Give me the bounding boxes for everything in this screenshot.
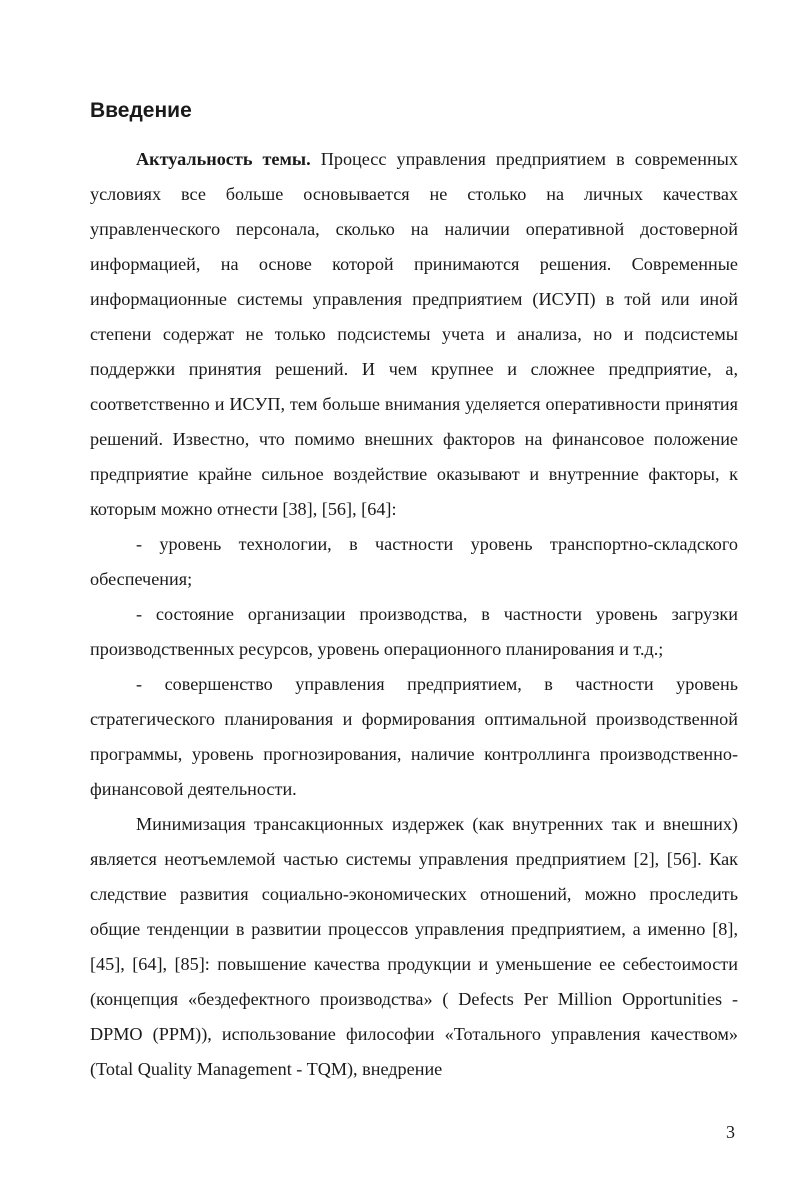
page-number: 3 [726,1122,735,1142]
paragraph-transaction-costs: Минимизация трансакционных издержек (как внутренних так и внешних) является неотъемлемой частью системы управления предприятием [2], [56]. Как следствие развития социально-экономических отношений, можно проследить общие тенденции в развитии процессов управления предприятием, а именно [8], [45], [64], [85]: повышение качества продукции и уменьшение ее себестоимости (концепция «бездефектного производства» ( Defects Per Million Opportunities -DPMO (PPM)), использование философии «Тотального управления качеством» (Total Quality Management - TQM), внедрение [90,814,738,1079]
list-item-technology: - уровень технологии, в частности уровень транспортно-складского обеспечения; [90,534,738,589]
paragraph-text: Процесс управления предприятием в современных условиях все больше основывается не столько на личных качествах управленческого персонала, сколько на наличии оперативной достоверной информацией, на основе которой принимаются решения. Современные информационные системы управления предприятием (ИСУП) в той или иной степени содержат не только подсистемы учета и анализа, но и подсистемы поддержки принятия решений. И чем крупнее и сложнее предприятие, а, соответственно и ИСУП, тем больше внимания уделяется оперативности принятия решений. Известно, что помимо внешних факторов на финансовое положение предприятие крайне сильное воздействие оказывают и внутренние факторы, к которым можно отнести [38], [56], [64]: [90,149,738,519]
list-item-organization: - состояние организации производства, в частности уровень загрузки производственных ресурсов, уровень операционного планирования и т.д.; [90,604,738,659]
paragraph-lead: Актуальность темы. [136,149,311,169]
list-item-management: - совершенство управления предприятием, в частности уровень стратегического планирования и формирования оптимальной производственной программы, уровень прогнозирования, наличие контроллинга производственно-финансовой деятельности. [90,674,738,799]
page-title: Введение [90,99,192,122]
document-body [90,142,738,1087]
paragraph-relevance [90,142,738,527]
